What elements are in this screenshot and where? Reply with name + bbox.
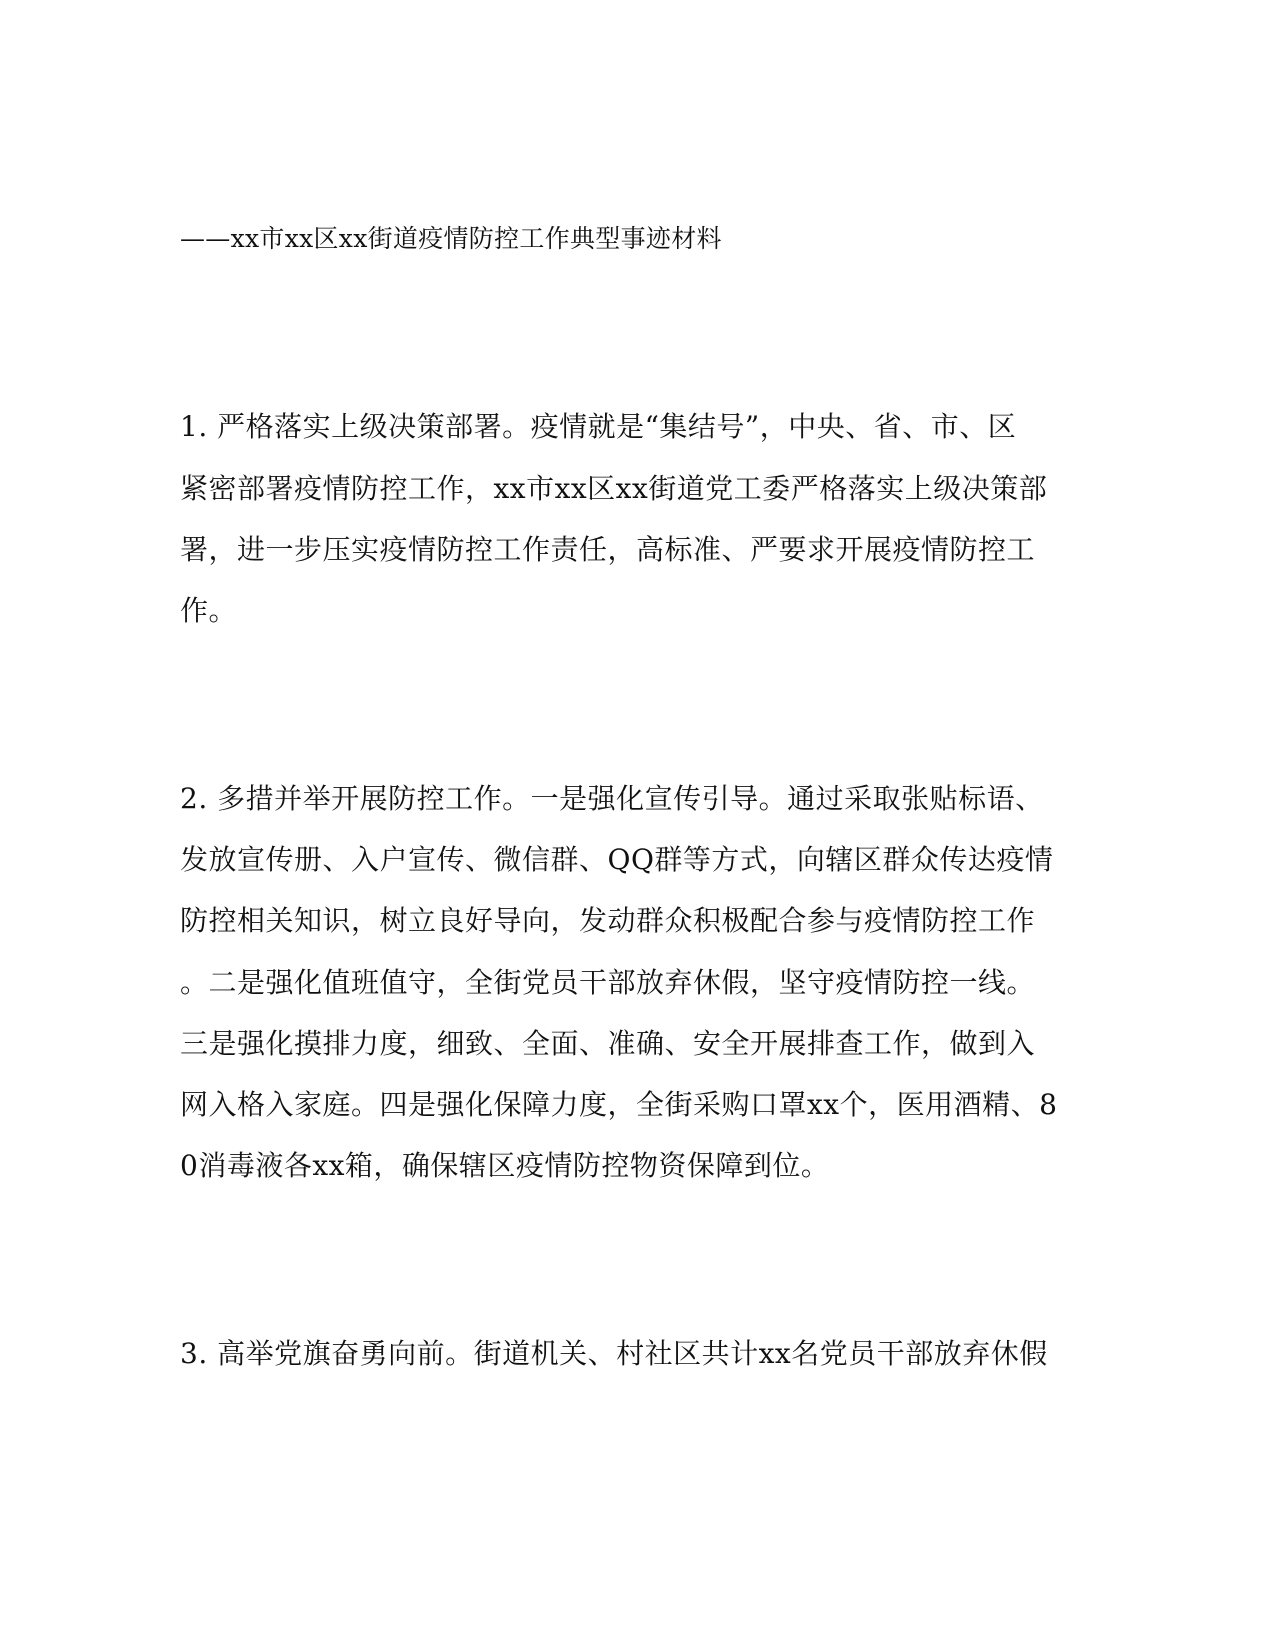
paragraph-line: 防控相关知识，树立良好导向，发动群众积极配合参与疫情防控工作 [180,904,1036,937]
paragraph-line: 。二是强化值班值守，全街党员干部放弃休假，坚守疫情防控一线。 [180,966,1036,999]
paragraph-line: 网入格入家庭。四是强化保障力度，全街采购口罩xx个，医用酒精、8 [180,1088,1058,1121]
paragraph-line: 作。 [180,594,238,627]
paragraph-line: 2. 多措并举开展防控工作。一是强化宣传引导。通过采取张贴标语、 [180,782,1044,815]
document-subtitle: ——xx市xx区xx街道疫情防控工作典型事迹材料 [180,224,722,253]
paragraph-line: 0消毒液各xx箱，确保辖区疫情防控物资保障到位。 [180,1149,830,1182]
paragraph-line: 发放宣传册、入户宣传、微信群、QQ群等方式，向辖区群众传达疫情 [180,843,1054,876]
paragraph-line: 紧密部署疫情防控工作，xx市xx区xx街道党工委严格落实上级决策部 [180,472,1048,505]
paragraph-line: 三是强化摸排力度，细致、全面、准确、安全开展排查工作，做到入 [180,1027,1036,1060]
paragraph-line: 1. 严格落实上级决策部署。疫情就是“集结号”，中央、省、市、区 [180,410,1017,443]
paragraph-line: 3. 高举党旗奋勇向前。街道机关、村社区共计xx名党员干部放弃休假 [180,1337,1048,1370]
paragraph-line: 署，进一步压实疫情防控工作责任，高标准、严要求开展疫情防控工 [180,533,1036,566]
